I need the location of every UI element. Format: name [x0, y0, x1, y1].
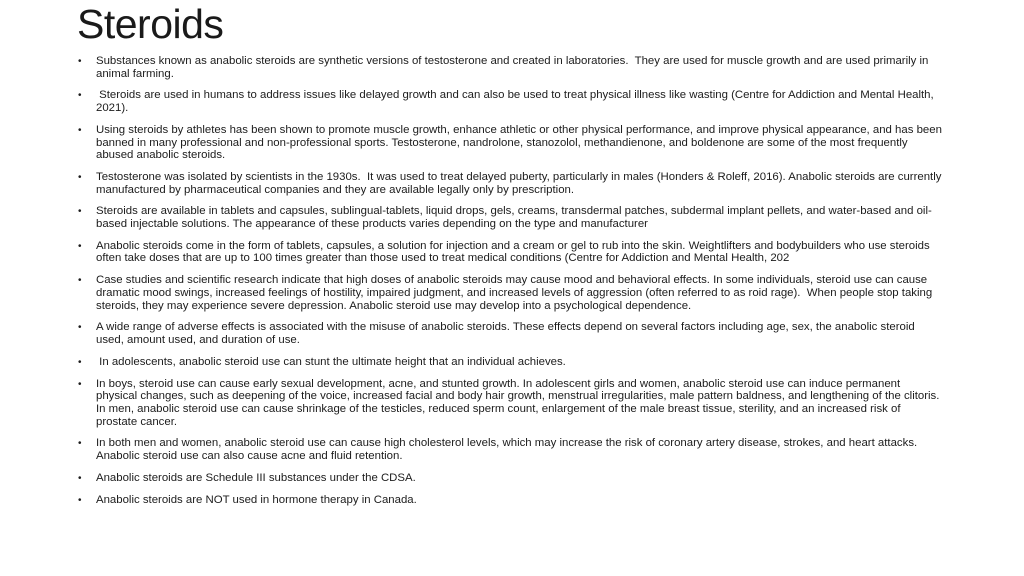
bullet-marker: •: [78, 56, 82, 67]
bullet-text: A wide range of adverse effects is associated with the misuse of anabolic steroids. These effects depend on several factors including age, sex, the anabolic steroid used, amount used, and duration of use.: [96, 321, 918, 346]
bullet-marker: •: [78, 206, 82, 218]
bullet-marker: •: [78, 275, 82, 287]
slide-title: Steroids: [77, 1, 224, 47]
bullet-marker: •: [78, 438, 82, 450]
bullet-marker: •: [78, 171, 82, 183]
bullet-text: In adolescents, anabolic steroid use can stunt the ultimate height that an individual achieves.: [96, 355, 566, 368]
bullet-text: In both men and women, anabolic steroid use can cause high cholesterol levels, which may increase the risk of coronary artery disease, strokes, and heart attacks. Anabolic steroid use can also cause acne and fluid retention.: [96, 437, 920, 463]
bullet-text: Anabolic steroids are NOT used in hormone therapy in Canada.: [96, 493, 417, 506]
bullet-text: Anabolic steroids are Schedule III substances under the CDSA.: [96, 471, 416, 484]
bullet-text: Case studies and scientific research indicate that high doses of anabolic steroids may cause mood and behavioral effects. In some individuals, steroid use can cause dramatic mood swings, increased feelings of hostility, impaired judgment, and increased levels of aggression (often referred to as roid rage). When people stop taking steroids, they may experience severe depression. Anabolic steroid use may develop into a psychological dependence.: [96, 274, 936, 312]
bullet-item: [78, 437, 942, 462]
bullet-item: [78, 321, 942, 346]
bullet-item: [78, 205, 942, 230]
bullet-item: [78, 55, 942, 80]
bullet-marker: •: [78, 124, 82, 136]
bullet-item: [78, 494, 942, 507]
bullet-text: Steroids are used in humans to address issues like delayed growth and can also be used to treat physical illness like wasting (Centre for Addiction and Mental Health, 2021).: [96, 89, 937, 115]
bullet-item: [78, 89, 942, 114]
bullet-text: Using steroids by athletes has been shown to promote muscle growth, enhance athletic or other physical performance, and improve physical appearance, and has been banned in many professional and non-professional sports. Testosterone, nandrolone, stanozolol, methandienone, and boldenone are some of the most frequently abused anabolic steroids.: [96, 123, 946, 162]
bullet-list: [78, 55, 946, 516]
bullet-text: Substances known as anabolic steroids are synthetic versions of testosterone and created in laboratories. They are used for muscle growth and are used primarily in animal farming.: [96, 55, 932, 80]
bullet-marker: •: [78, 494, 82, 506]
bullet-item: [78, 240, 942, 265]
bullet-marker: •: [78, 240, 82, 252]
bullet-marker: •: [78, 90, 82, 102]
bullet-item: [78, 170, 945, 196]
bullet-item: [78, 274, 942, 312]
bullet-marker: •: [78, 356, 82, 368]
bullet-marker: •: [78, 322, 82, 334]
bullet-text: Testosterone was isolated by scientists in the 1930s. It was used to treat delayed puberty, particularly in males (Honders & Roleff, 2016). Anabolic steroids are currently manufactured by pharmaceutical companies and they are available legally only by prescription.: [96, 170, 945, 196]
bullet-item: [78, 377, 946, 429]
bullet-text: In boys, steroid use can cause early sexual development, acne, and stunted growth. In adolescent girls and women, anabolic steroid use can induce permanent physical changes, such as deepening of the voice, increased facial and body hair growth, menstrual irregularities, male pattern baldness, and lengthening of the clitoris. In men, anabolic steroid use can cause shrinkage of the testicles, reduced sperm count, enlargement of the male breast tissue, sterility, and an increased risk of prostate cancer.: [96, 377, 946, 428]
bullet-item: [78, 472, 942, 485]
bullet-marker: •: [78, 378, 82, 390]
bullet-text: Anabolic steroids come in the form of tablets, capsules, a solution for injection and a cream or gel to rub into the skin. Weightlifters and bodybuilders who use steroids often take doses that are up to 100 times greater than those used to treat medical conditions (Centre for Addiction and Mental Health, 202: [96, 239, 933, 265]
bullet-item: [78, 123, 946, 162]
bullet-item: [78, 356, 942, 369]
bullet-marker: •: [78, 472, 82, 484]
bullet-text: Steroids are available in tablets and capsules, sublingual-tablets, liquid drops, gels, creams, transdermal patches, subdermal implant pellets, and water-based and oil-based injectable solutions. The appearance of these products varies depending on the type and manufacturer: [96, 205, 932, 231]
